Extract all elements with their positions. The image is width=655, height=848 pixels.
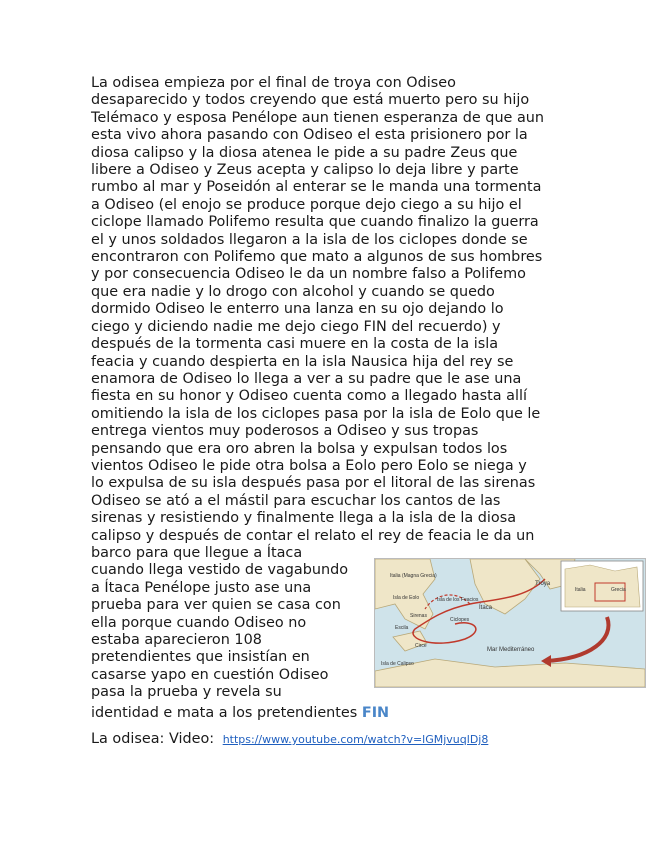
map-label-itaca: Ítaca bbox=[479, 605, 493, 611]
map-label-troya: Troya bbox=[535, 581, 551, 587]
paragraph-line: fiesta en su honor y Odiseo cuenta como a llegado hasta allí bbox=[91, 388, 527, 405]
paragraph-line: que era nadie y lo drogo con alcohol y cuando se quedo bbox=[91, 283, 495, 300]
wrapped-line: a Ítaca Penélope justo ase una bbox=[91, 579, 312, 596]
video-label: La odisea: Video: bbox=[91, 731, 215, 747]
wrapped-line: pretendientes que insistían en bbox=[91, 649, 310, 666]
map-label-mar: Mar Mediterráneo bbox=[487, 647, 535, 653]
paragraph-line: feacia y cuando despierta en la isla Nausica hija del rey se bbox=[91, 353, 514, 370]
paragraph-line: lo expulsa de su isla después pasa por el litoral de las sirenas bbox=[91, 475, 536, 492]
paragraph-line: vientos Odiseo le pide otra bolsa a Eolo pero Eolo se niega y bbox=[91, 457, 527, 474]
map-label-calipso: Isla de Calipso bbox=[381, 661, 414, 667]
paragraph-line: y por consecuencia Odiseo le da un nombre falso a Polifemo bbox=[91, 266, 526, 283]
wrapped-line: pasa la prueba y revela su bbox=[91, 684, 282, 701]
wrapped-line: barco para que llegue a Ítaca bbox=[91, 545, 303, 561]
map-label-feacios: Isla de los Feacios bbox=[437, 597, 479, 603]
odyssey-route-map bbox=[374, 558, 646, 688]
map-label-escila: Escila bbox=[395, 625, 409, 631]
final-line-text: identidad e mata a los pretendientes bbox=[91, 705, 358, 721]
map-label-eolo: Isla de Eolo bbox=[393, 595, 420, 601]
paragraph-line: rumbo al mar y Poseidón al enterar se le manda una tormenta bbox=[91, 179, 542, 196]
map-label-sirenas: Sirenas bbox=[410, 613, 427, 619]
paragraph-line: encontraron con Polifemo que mato a algunos de sus hombres bbox=[91, 249, 543, 266]
paragraph-line: diosa calipso y la diosa atenea le pide a su padre Zeus que bbox=[91, 144, 518, 161]
wrapped-line: casarse yapo en cuestión Odiseo bbox=[91, 666, 329, 683]
paragraph-line: enamora de Odiseo lo llega a ver a su padre que le ase una bbox=[91, 370, 522, 387]
map-label-italia: Italia bbox=[575, 587, 586, 593]
wrapped-line: estaba aparecieron 108 bbox=[91, 632, 262, 649]
map-label-circe: Circe bbox=[415, 643, 427, 649]
paragraph-line: La odisea empieza por el final de troya con Odiseo bbox=[91, 75, 456, 91]
map-label-magna: Italia (Magna Grecia) bbox=[390, 573, 437, 579]
wrapped-line: prueba para ver quien se casa con bbox=[91, 597, 341, 614]
final-line bbox=[91, 705, 389, 722]
wrapped-paragraph bbox=[91, 545, 381, 702]
paragraph-line: calipso y después de contar el relato el rey de feacia le da un bbox=[91, 527, 535, 544]
video-line bbox=[91, 730, 488, 749]
paragraph-line: pensando que era oro abren la bolsa y expulsan todos los bbox=[91, 440, 508, 457]
paragraph-line: desaparecido y todos creyendo que está muerto pero su hijo bbox=[91, 92, 530, 109]
paragraph-line: Telémaco y esposa Penélope aun tienen esperanza de que aun bbox=[91, 109, 545, 126]
paragraph-line: entrega vientos muy poderosos a Odiseo y sus tropas bbox=[91, 423, 479, 440]
paragraph-line: dormido Odiseo le enterro una lanza en su ojo dejando lo bbox=[91, 301, 504, 318]
video-link[interactable]: https://www.youtube.com/watch?v=lGMjvuqlDj8 bbox=[222, 733, 489, 746]
paragraph-line: después de la tormenta casi muere en la costa de la isla bbox=[91, 336, 499, 353]
paragraph-line: Odiseo se ató a el mástil para escuchar los cantos de las bbox=[91, 492, 501, 509]
wrapped-line: ella porque cuando Odiseo no bbox=[91, 614, 307, 631]
wrapped-line: cuando llega vestido de vagabundo bbox=[91, 562, 349, 579]
paragraph-line: ciego y diciendo nadie me dejo ciego FIN del recuerdo) y bbox=[91, 318, 501, 335]
paragraph-line: sirenas y resistiendo y finalmente llega a la isla de la diosa bbox=[91, 510, 517, 527]
fin-label: FIN bbox=[361, 705, 390, 721]
paragraph-line: libere a Odiseo y Zeus acepta y calipso lo deja libre y parte bbox=[91, 162, 519, 179]
paragraph-line: esta vivo ahora pasando con Odiseo el esta prisionero por la bbox=[91, 127, 528, 144]
map-illustration bbox=[375, 559, 645, 687]
paragraph-line: ciclope llamado Polifemo resulta que cuando finalizo la guerra bbox=[91, 214, 539, 231]
paragraph-line: omitiendo la isla de los ciclopes pasa por la isla de Eolo que le bbox=[91, 405, 541, 422]
map-label-ciclopes: Ciclopes bbox=[450, 617, 470, 623]
paragraph-line: a Odiseo (el enojo se produce porque dejo ciego a su hijo el bbox=[91, 196, 522, 213]
map-label-grecia: Grecia bbox=[611, 587, 626, 593]
story-paragraph bbox=[91, 75, 566, 545]
paragraph-line: el y unos soldados llegaron a la isla de los ciclopes donde se bbox=[91, 231, 528, 248]
